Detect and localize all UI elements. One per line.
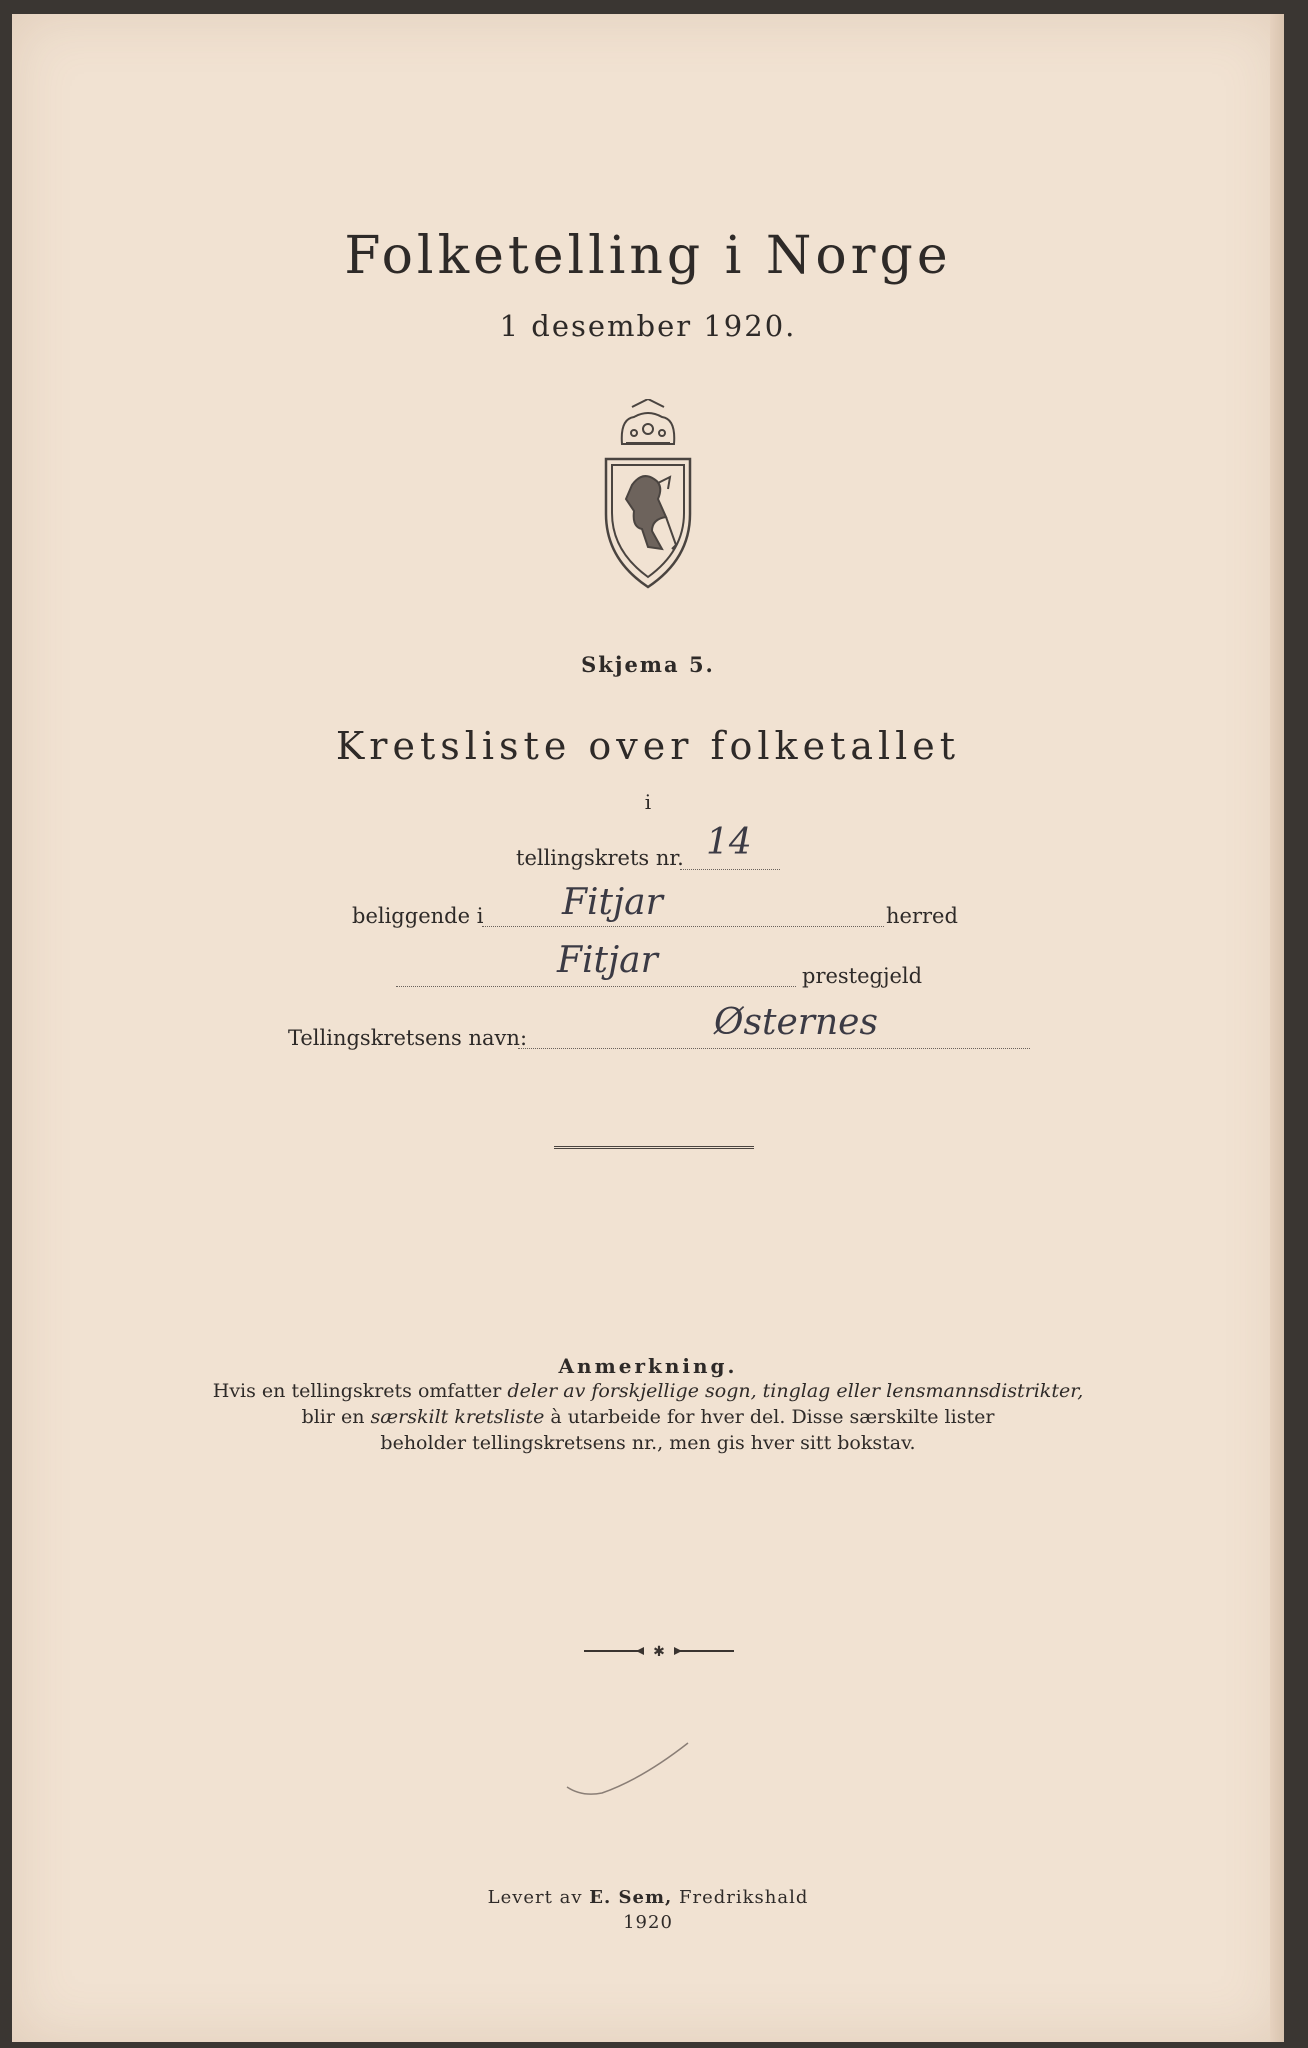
coat-of-arms-icon <box>592 399 704 589</box>
navn-field-line <box>518 1048 1030 1049</box>
print-year: 1920 <box>623 1912 673 1933</box>
note-line-1: Hvis en tellingskrets omfatter deler av forskjellige sogn, tinglag eller lensmannsdistrikter, <box>212 1380 1084 1402</box>
tellingskrets-value: 14 <box>706 822 752 863</box>
note-line-3: beholder tellingskretsens nr., men gis hver sitt bokstav. <box>380 1432 916 1454</box>
prestegjeld-field-line <box>396 986 796 987</box>
svg-text:✱: ✱ <box>653 1644 665 1658</box>
form-heading: Kretsliste over folketallet <box>335 724 961 768</box>
section-divider <box>554 1146 754 1149</box>
note-title: Anmerkning. <box>558 1354 738 1378</box>
pencil-mark <box>562 1739 702 1799</box>
census-date: 1 desember 1920. <box>499 309 797 343</box>
ornament-divider-icon <box>584 1644 734 1658</box>
beliggende-field-line <box>482 926 884 927</box>
beliggende-label: beliggende i <box>352 904 484 928</box>
heading-preposition: i <box>644 790 652 814</box>
note-line-2: blir en særskilt kretsliste à utarbeide for hver del. Disse særskilte lister <box>301 1406 995 1428</box>
document-title: Folketelling i Norge <box>344 226 952 286</box>
tellingskrets-label: tellingskrets nr. <box>516 846 684 870</box>
navn-label: Tellingskretsens navn: <box>288 1026 528 1050</box>
prestegjeld-label: prestegjeld <box>802 964 923 988</box>
beliggende-value: Fitjar <box>562 882 663 923</box>
navn-value: Østernes <box>714 1002 878 1043</box>
herred-label: herred <box>886 904 958 928</box>
printer-imprint: Levert av E. Sem, Fredrikshald <box>487 1887 809 1908</box>
schema-number: Skjema 5. <box>581 652 715 677</box>
census-form-page <box>12 14 1284 2042</box>
prestegjeld-value: Fitjar <box>557 940 658 981</box>
tellingskrets-field-line <box>680 869 780 870</box>
